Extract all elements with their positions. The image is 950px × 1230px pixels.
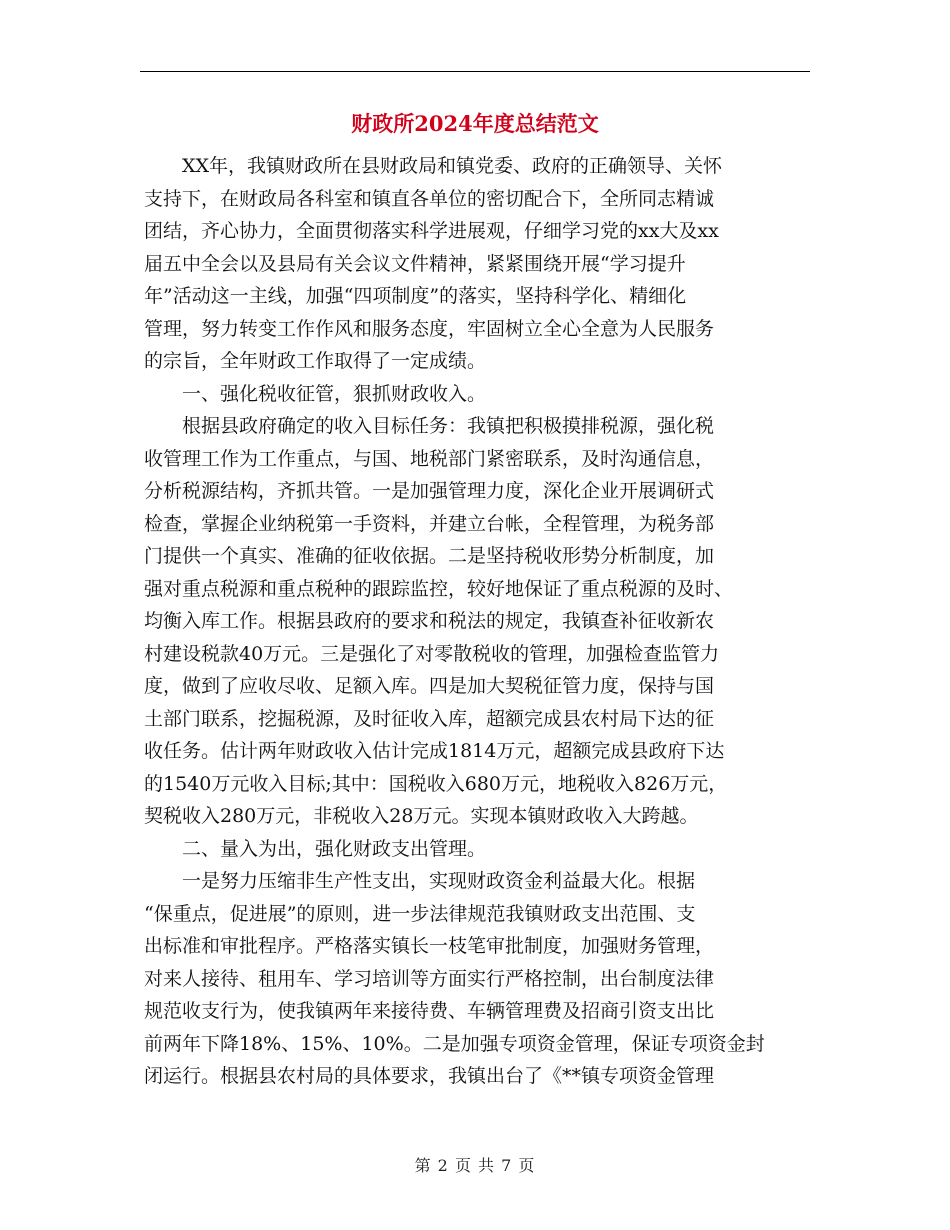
paragraph-line: 团结，齐心协力，全面贯彻落实科学进展观，仔细学习党的xx大及xx	[144, 220, 719, 242]
paragraph-line: 契税收入280万元，非税收入28万元。实现本镇财政收入大跨越。	[144, 805, 699, 827]
paragraph-line: 出标准和审批程序。严格落实镇长一枝笔审批制度，加强财务管理，	[144, 935, 715, 957]
paragraph-line: 村建设税款40万元。三是强化了对零散税收的管理，加强检查监管力	[144, 642, 720, 665]
paragraph-line: “保重点，促进展”的原则，进一步法律规范我镇财政支出范围、支	[144, 902, 696, 925]
paragraph-line: 检查，掌握企业纳税第一手资料，并建立台帐，全程管理，为税务部	[144, 512, 715, 535]
paragraph-line: 收任务。估计两年财政收入估计完成1814万元，超额完成县政府下达	[144, 740, 725, 762]
paragraph-line: 的宗旨，全年财政工作取得了一定成绩。	[144, 350, 487, 372]
paragraph-line: 一是努力压缩非生产性支出，实现财政资金利益最大化。根据	[182, 870, 696, 892]
paragraph-line: 前两年下降18%、15%、10%。二是加强专项资金管理，保证专项资金封	[144, 1032, 765, 1055]
paragraph-line: 年”活动这一主线，加强“四项制度”的落实，坚持科学化、精细化	[144, 285, 687, 307]
paragraph-line: 度，做到了应收尽收、足额入库。四是加大契税征管力度，保持与国	[144, 675, 715, 697]
document-body	[144, 150, 812, 1093]
paragraph-line: XX年，我镇财政所在县财政局和镇党委、政府的正确领导、关怀	[182, 155, 723, 177]
page-number: 第 2 页 共 7 页	[414, 1156, 536, 1175]
paragraph-line: 门提供一个真实、准确的征收依据。二是坚持税收形势分析制度，加	[144, 545, 715, 567]
section-heading: 一、强化税收征管，狠抓财政收入。	[182, 382, 487, 405]
header-rule	[140, 71, 810, 72]
paragraph-line: 对来人接待、租用车、学习培训等方面实行严格控制，出台制度法律	[144, 967, 715, 990]
paragraph-line: 强对重点税源和重点税种的跟踪监控，较好地保证了重点税源的及时、	[144, 577, 734, 600]
paragraph-line: 管理，努力转变工作作风和服务态度，牢固树立全心全意为人民服务	[144, 317, 715, 340]
paragraph-line: 的1540万元收入目标;其中：国税收入680万元，地税收入826万元，	[144, 772, 728, 795]
document-title: 财政所2024年度总结范文	[351, 111, 599, 136]
paragraph-line: 根据县政府确定的收入目标任务：我镇把积极摸排税源，强化税	[182, 415, 715, 437]
paragraph-line: 均衡入库工作。根据县政府的要求和税法的规定，我镇查补征收新农	[144, 610, 715, 632]
paragraph-line: 规范收支行为，使我镇两年来接待费、车辆管理费及招商引资支出比	[144, 1000, 715, 1022]
section-heading: 二、量入为出，强化财政支出管理。	[182, 837, 487, 860]
paragraph-line: 支持下，在财政局各科室和镇直各单位的密切配合下，全所同志精诚	[144, 187, 715, 210]
paragraph-line: 分析税源结构，齐抓共管。一是加强管理力度，深化企业开展调研式	[144, 480, 715, 502]
paragraph-line: 收管理工作为工作重点，与国、地税部门紧密联系，及时沟通信息，	[144, 447, 715, 470]
paragraph-line: 闭运行。根据县农村局的具体要求，我镇出台了《**镇专项资金管理	[144, 1065, 715, 1087]
paragraph-line: 届五中全会以及县局有关会议文件精神，紧紧围绕开展“学习提升	[144, 252, 686, 275]
paragraph-line: 土部门联系，挖掘税源，及时征收入库，超额完成县农村局下达的征	[144, 707, 715, 730]
